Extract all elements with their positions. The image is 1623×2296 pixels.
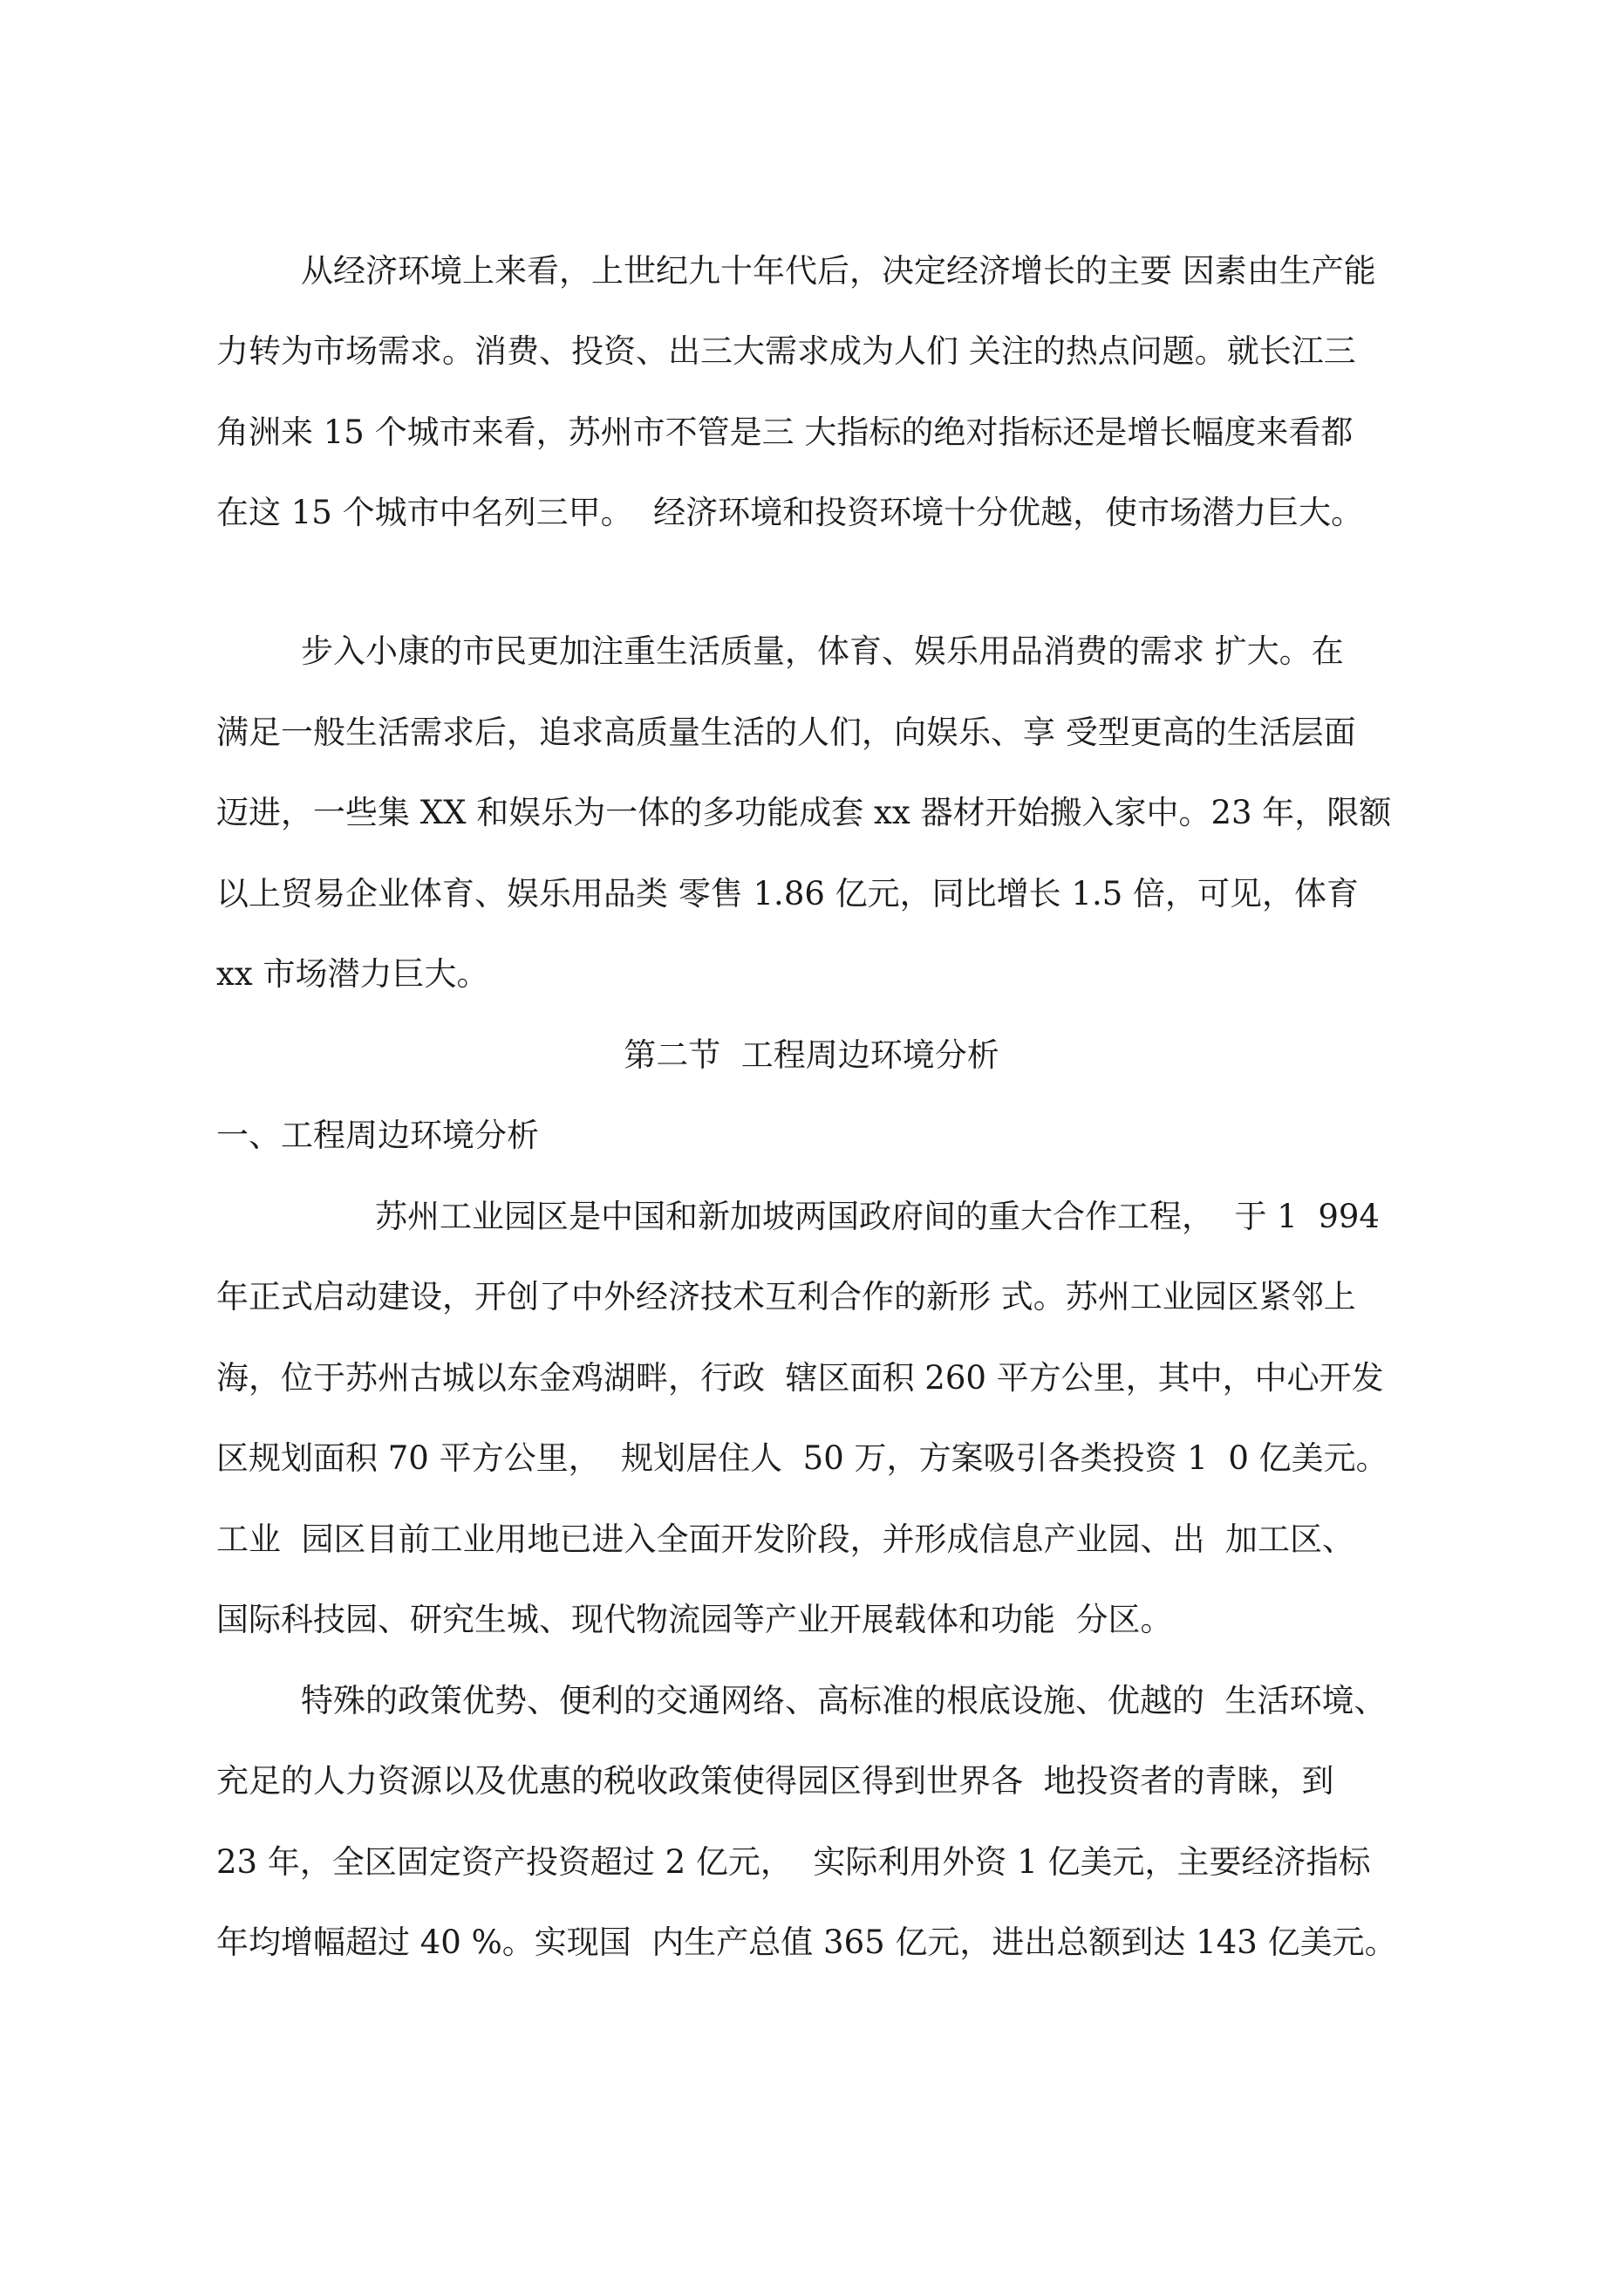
para4-line-3: 23 年，全区固定资产投资超过 2 亿元， 实际利用外资 1 亿美元，主要经济指标 <box>216 1843 1371 1881</box>
para2-line-4: 以上贸易企业体育、娱乐用品类 零售 1.86 亿元，同比增长 1.5 倍，可见，体育 <box>216 875 1360 912</box>
subsection-title: 一、工程周边环境分析 <box>216 1117 539 1154</box>
para2-line-3: 迈进，一些集 XX 和娱乐为一体的多功能成套 xx 器材开始搬入家中。23 年，限额 <box>216 794 1392 831</box>
para1-line-1: 从经济环境上来看，上世纪九十年代后，决定经济增长的主要 因素由生产能 <box>301 252 1376 290</box>
para4-line-2: 充足的人力资源以及优惠的税收政策使得园区得到世界各 地投资者的青睐，到 <box>216 1762 1334 1800</box>
para1-line-2: 力转为市场需求。消费、投资、出三大需求成为人们 关注的热点问题。就长江三 <box>216 332 1356 370</box>
para4-line-4: 年均增幅超过 40 %。实现国 内生产总值 365 亿元，进出总额到达 143 亿美元。 <box>216 1924 1397 1961</box>
para3-line-3: 海，位于苏州古城以东金鸡湖畔，行政 辖区面积 260 平方公里，其中，中心开发 <box>216 1359 1384 1397</box>
para2-line-5: xx 市场潜力巨大。 <box>216 955 489 993</box>
para4-line-1: 特殊的政策优势、便利的交通网络、高标准的根底设施、优越的 生活环境、 <box>301 1682 1387 1719</box>
para2-line-2: 满足一般生活需求后，追求高质量生活的人们，向娱乐、享 受型更高的生活层面 <box>216 714 1356 751</box>
para1-line-3: 角洲来 15 个城市来看，苏州市不管是三 大指标的绝对指标还是增长幅度来看都 <box>216 413 1354 451</box>
section-title: 第二节 工程周边环境分析 <box>624 1036 999 1074</box>
para3-line-1: 苏州工业园区是中国和新加坡两国政府间的重大合作工程， 于 1 994 <box>375 1198 1380 1235</box>
para3-line-4: 区规划面积 70 平方公里， 规划居住人 50 万，方案吸引各类投资 1 0 亿美元。 <box>216 1439 1388 1477</box>
para3-line-6: 国际科技园、研究生城、现代物流园等产业开展载体和功能 分区。 <box>216 1601 1173 1638</box>
para3-line-2: 年正式启动建设，开创了中外经济技术互利合作的新形 式。苏州工业园区紧邻上 <box>216 1278 1356 1315</box>
para3-line-5: 工业 园区目前工业用地已进入全面开发阶段，并形成信息产业园、出 加工区、 <box>216 1520 1355 1558</box>
para2-line-1: 步入小康的市民更加注重生活质量，体育、娱乐用品消费的需求 扩大。在 <box>301 632 1344 670</box>
para1-line-4: 在这 15 个城市中名列三甲。 经济环境和投资环境十分优越，使市场潜力巨大。 <box>216 494 1364 531</box>
